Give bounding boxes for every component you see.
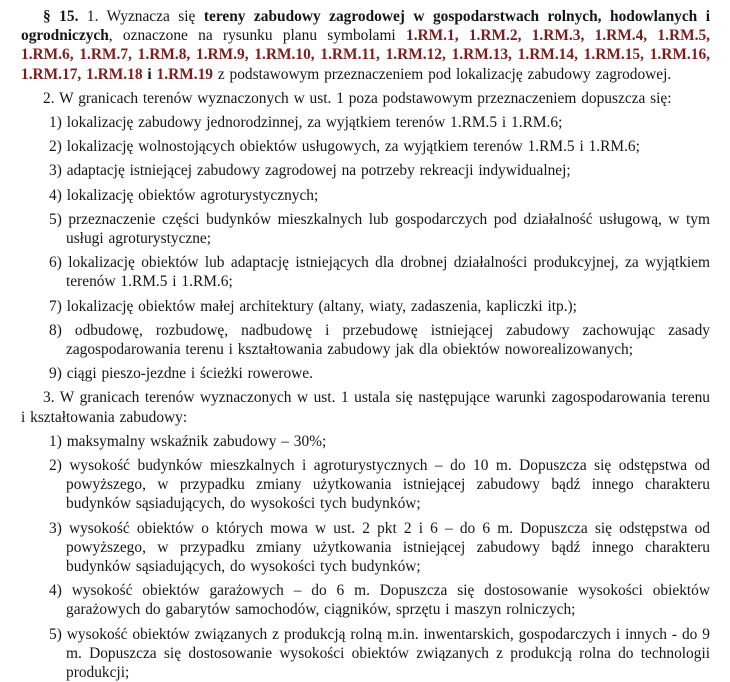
plan-symbols-group-2: 1.RM.19 — [156, 65, 213, 83]
after-bold-text: , oznaczone na rysunku planu symbolami — [108, 27, 406, 45]
list-item — [21, 519, 710, 577]
paragraph-15-1 — [21, 7, 710, 84]
list-item — [21, 297, 710, 316]
item-number: 5) — [49, 210, 62, 228]
list-item — [21, 186, 710, 205]
list-item — [21, 113, 710, 132]
list-item — [21, 364, 710, 383]
item-number: 4) — [49, 582, 62, 600]
item-text: odbudowę, rozbudowę, nadbudowę i przebudowę istniejącej zabudowy zachowując zasady zagospodarowania terenu i kształtowania zabudowy jak dla obiektów noworealizowanych; — [66, 321, 710, 359]
list-item — [21, 210, 710, 248]
list-item — [21, 321, 710, 359]
paragraph-intro: 1. Wyznacza się — [78, 8, 204, 25]
item-number: 2) — [49, 138, 62, 156]
item-number: 3) — [49, 162, 62, 180]
item-text: lokalizację obiektów małej architektury (altany, wiaty, zadaszenia, kapliczki itp.); — [66, 297, 577, 315]
item-text: lokalizację obiektów agroturystycznych; — [66, 186, 319, 204]
paragraph-tail: z podstawowym przeznaczeniem pod lokalizację zabudowy zagrodowej. — [212, 65, 672, 83]
section-marker: § 15. — [43, 8, 79, 25]
item-text: lokalizację zabudowy jednorodzinnej, za wyjątkiem terenów 1.RM.5 i 1.RM.6; — [66, 114, 563, 132]
list-item — [21, 581, 710, 619]
plan-symbols-group-1: 1.RM.1, 1.RM.2, 1.RM.3, 1.RM.4, 1.RM.5, 1.RM.6, 1.RM.7, 1.RM.8, 1.RM.9, 1.RM.10, 1.RM.11, 1.RM.12, 1.RM.13, 1.RM.14, 1.RM.15, 1.RM.16, 1.RM.17, 1.RM.18 — [21, 27, 711, 83]
item-number: 5) — [49, 625, 62, 643]
list-item — [21, 253, 710, 291]
list-item — [21, 432, 710, 451]
item-text: wysokość obiektów o których mowa w ust. 2 pkt 2 i 6 – do 6 m. Dopuszcza się odstępstwa od powyższego, w przypadku zmiany użytkowania istniejącej zabudowy bądź innego charakteru budynków sąsiadujących, do wysokości tych budynków; — [66, 519, 710, 576]
item-number: 3) — [49, 519, 62, 537]
bold-designation-phrase: tereny zabudowy zagrodowej w gospodarstwach rolnych, hodowlanych i ogrodniczych — [21, 8, 710, 45]
item-text: maksymalny wskaźnik zabudowy – 30%; — [66, 432, 327, 450]
item-number: 1) — [49, 114, 62, 132]
item-text: przeznaczenie części budynków mieszkalnych lub gospodarczych pod działalność usługową, w tym usługi agroturystyczne; — [66, 210, 710, 248]
item-text: lokalizację obiektów lub adaptację istniejących dla drobnej działalności produkcyjnej, za wyjątkiem terenów 1.RM.5 i 1.RM.6; — [66, 254, 710, 291]
list-item — [21, 625, 710, 682]
item-number: 2) — [49, 457, 62, 475]
paragraph-15-2-heading: 2. W granicach terenów wyznaczonych w ust. 1 poza podstawowym przeznaczeniem dopuszcza się: — [43, 89, 672, 107]
item-text: wysokość obiektów garażowych – do 6 m. Dopuszcza się dostosowanie wysokości obiektów garażowych do gabarytów samochodów, ciągników, sprzętu i maszyn rolniczych; — [66, 582, 710, 619]
item-number: 4) — [49, 186, 62, 204]
item-number: 1) — [49, 432, 62, 450]
item-text: wysokość obiektów związanych z produkcją rolną m.in. inwentarskich, gospodarczych i innych - do 9 m. Dopuszcza się dostosowanie wysokości obiektów związanych z produkcją rolna do technologii produkcji; — [66, 625, 710, 682]
symbols-conjunction: i — [142, 65, 157, 83]
item-number: 6) — [49, 254, 62, 272]
item-number: 9) — [49, 365, 62, 383]
item-number: 8) — [49, 321, 62, 339]
item-text: lokalizację wolnostojących obiektów usługowych, za wyjątkiem terenów 1.RM.5 i 1.RM.6; — [66, 138, 640, 156]
item-text: wysokość budynków mieszkalnych i agroturystycznych – do 10 m. Dopuszcza się odstępstwa od powyższego, w przypadku zmiany użytkowania istniejącej zabudowy bądź innego charakteru budynków sąsiadujących, do wysokości tych budynków; — [66, 457, 710, 513]
paragraph-15-3-heading: 3. W granicach terenów wyznaczonych w ust. 1 ustala się następujące warunki zagospodarowania terenu i kształtowania zabudowy: — [21, 389, 710, 426]
item-text: adaptację istniejącej zabudowy zagrodowej na potrzeby rekreacji indywidualnej; — [66, 162, 571, 180]
item-text: ciągi pieszo-jezdne i ścieżki rowerowe. — [66, 365, 313, 383]
list-item — [21, 161, 710, 180]
item-number: 7) — [49, 297, 62, 315]
list-item — [21, 137, 710, 156]
list-item — [21, 456, 710, 514]
